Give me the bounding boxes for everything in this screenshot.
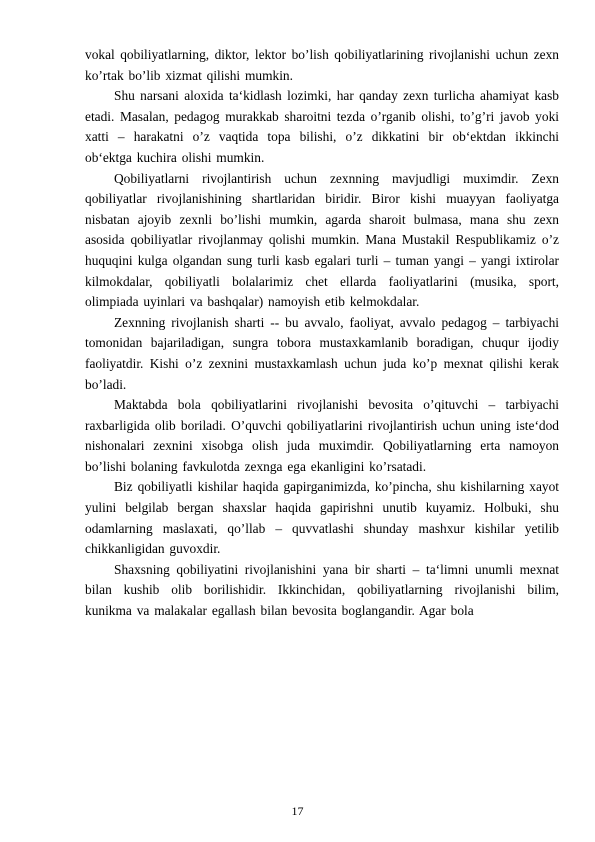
paragraph: Qobiliyatlarni rivojlantirish uchun zexnning mavjudligi muximdir. Zexn qobiliyatlar rivojlanishining shartlaridan biridir. Biror kishi muayyan faoliyatga nisbatan ajoyib zexnli bo’lishi mumkin, agarda sharoit bulmasa, mana shu zexn asosida qobiliyatlar rivojlanmay qolishi mumkin. Mana Mustakil Respublikamiz o’z huquqini kulga olgandan sung turli kasb egalari turli – tuman yangi – yangi ixtirolar kilmokdalar, qobiliyatli bolalarimiz chet ellarda faoliyatlarini (musika, sport, olimpiada uyinlari va bashqalar) namoyish etib kelmokdalar. — [85, 170, 559, 310]
paragraph: Biz qobiliyatli kishilar haqida gapirganimizda, ko’pincha, shu kishilarning xayot yulini belgilab bergan shaxslar haqida gapirishni unutib kuyamiz. Holbuki, shu odamlarning maslaxati, qo’llab – quvvatlashi shunday mashxur kishilar yetilib chikkanligidan guvoxdir. — [85, 479, 559, 557]
paragraph: Maktabda bola qobiliyatlarini rivojlanishi bevosita o’qituvchi – tarbiyachi raxbarligida olib boriladi. O’quvchi qobiliyatlarini rivojlantirish uchun uning iste‘dod nishonalari zexnini xisobga olish juda muximdir. Qobiliyatlarning erta namoyon bo’lishi bolaning favkulotda zexnga ega ekanligini ko’rsatadi. — [85, 397, 559, 474]
body-text — [85, 45, 559, 622]
page-number: 17 — [291, 804, 304, 818]
paragraph: Shu narsani aloxida ta‘kidlash lozimki, har qanday zexn turlicha ahamiyat kasb etadi. Masalan, pedagog murakkab sharoitni tezda o’rganib olishi, to’g’ri javob yoki xatti – harakatni o’z vaqtida topa bilishi, o’z dikkatini bir ob‘ektdan ikkinchi ob‘ektga kuchira olishi mumkin. — [85, 88, 559, 165]
paragraph-continuation: vokal qobiliyatlarning, diktor, lektor bo’lish qobiliyatlarining rivojlanishi uchun zexn ko’rtak bo’lib xizmat qilishi mumkin. — [85, 47, 559, 83]
paragraph: Shaxsning qobiliyatini rivojlanishini yana bir sharti – ta‘limni unumli mexnat bilan kushib olib borilishidir. Ikkinchidan, qobiliyatlarning rivojlanishi bilim, kunikma va malakalar egallash bilan bevosita boglangandir. Agar bola — [85, 561, 559, 619]
paragraph: Zexnning rivojlanish sharti -- bu avvalo, faoliyat, avvalo pedagog – tarbiyachi tomonidan bajariladigan, sungra tobora mustaxkamlanib boradigan, chuqur ijodiy faoliyatdir. Kishi o’z zexnini mustaxkamlash uchun juda ko’p mexnat qilishi kerak bo’ladi. — [85, 314, 559, 392]
